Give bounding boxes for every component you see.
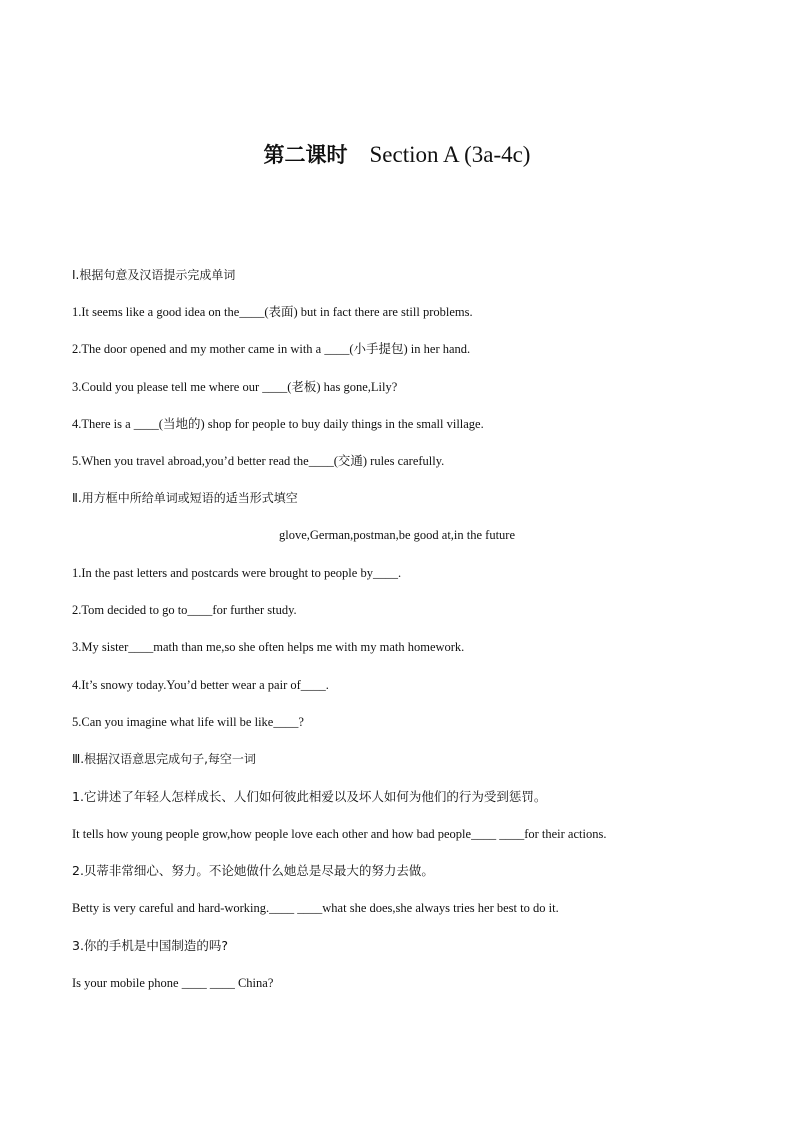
section1-item-5: 5.When you travel abroad,you’d better read the____(交通) rules carefully. (72, 454, 445, 468)
section1-item-2: 2.The door opened and my mother came in with a ____(小手提包) in her hand. (72, 342, 471, 356)
section3-item-3-english: Is your mobile phone ____ ____ China? (72, 976, 274, 990)
section2-item-2: 2.Tom decided to go to____for further study. (72, 603, 297, 617)
section3-item-2-english: Betty is very careful and hard-working.____ ____what she does,she always tries her best to do it. (72, 901, 559, 915)
section2-item-3: 3.My sister____math than me,so she often helps me with my math homework. (72, 640, 465, 654)
section2-item-1: 1.In the past letters and postcards were brought to people by____. (72, 566, 402, 580)
section1-item-3: 3.Could you please tell me where our ____(老板) has gone,Lily? (72, 380, 398, 394)
section1-item-1: 1.It seems like a good idea on the____(表面) but in fact there are still problems. (72, 305, 473, 319)
section3-item-3-chinese: 3.你的手机是中国制造的吗? (72, 938, 229, 953)
section3-heading: Ⅲ.根据汉语意思完成句子,每空一词 (72, 752, 256, 766)
page-title (0, 139, 794, 171)
section1-heading: Ⅰ.根据句意及汉语提示完成单词 (72, 268, 236, 282)
section2-item-5: 5.Can you imagine what life will be like____? (72, 715, 304, 729)
title-section: Section A (3a-4c) (369, 142, 531, 167)
section3-item-2-chinese: 2.贝蒂非常细心、努力。不论她做什么她总是尽最大的努力去做。 (72, 863, 434, 878)
section2-item-4: 4.It’s snowy today.You’d better wear a pair of____. (72, 678, 329, 692)
section3-item-1-chinese: 1.它讲述了年轻人怎样成长、人们如何彼此相爱以及坏人如何为他们的行为受到惩罚。 (72, 789, 547, 804)
title-chinese: 第二课时 (263, 143, 348, 167)
section3-item-1-english: It tells how young people grow,how people love each other and how bad people____ ____for their actions. (72, 827, 607, 841)
section1-item-4: 4.There is a ____(当地的) shop for people to buy daily things in the small village. (72, 417, 484, 431)
section2-word-box: glove,German,postman,be good at,in the future (278, 528, 516, 542)
section2-heading: Ⅱ.用方框中所给单词或短语的适当形式填空 (72, 491, 298, 505)
